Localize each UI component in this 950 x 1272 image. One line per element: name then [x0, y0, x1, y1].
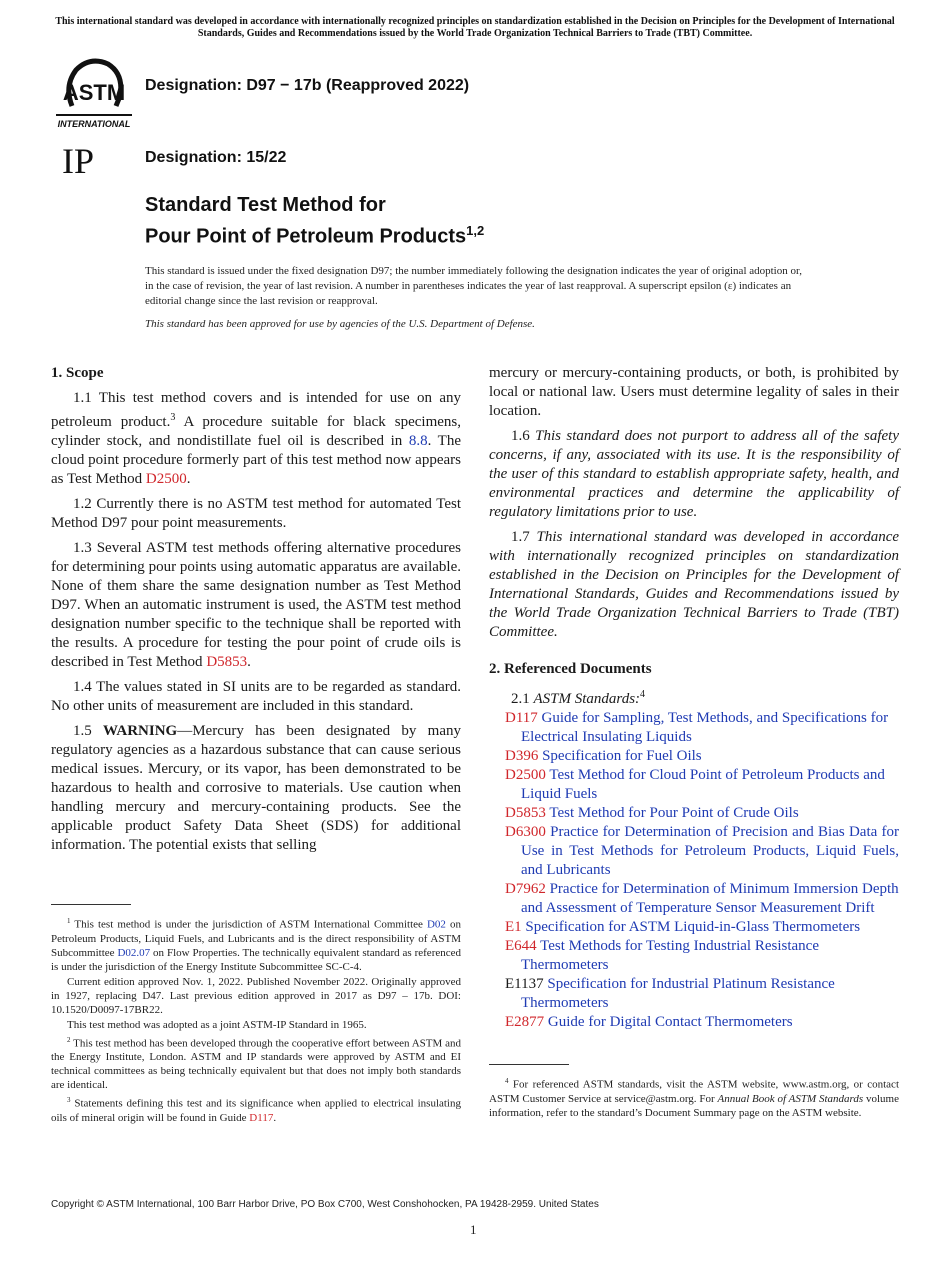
designation-ip: Designation: 15/22 — [145, 149, 287, 166]
link-8-8[interactable]: 8.8 — [408, 433, 428, 449]
document-title — [145, 193, 484, 250]
refdocs-subheading: 2.1 ASTM Standards:$^4$ — [511, 689, 646, 707]
astm-logo-sub: INTERNATIONAL — [57, 119, 131, 129]
reference-item[interactable]: E1137 Specification for Industrial Platinum Resistance Thermometers — [505, 976, 835, 1011]
footnotes-left — [51, 914, 461, 1126]
page-number: 1 — [470, 1222, 477, 1237]
footnotes-right — [489, 1074, 899, 1121]
para-1-4: 1.4 The values stated in SI units are to be regarded as standard. No other units of measurement are included in this standard. — [51, 679, 461, 714]
footnote-rule-right — [489, 1064, 569, 1065]
reference-item[interactable]: E644 Test Methods for Testing Industrial Resistance Thermometers — [505, 938, 819, 973]
warning-label: WARNING — [103, 723, 178, 739]
link-d5853[interactable]: D5853 — [206, 654, 248, 670]
footnote-4: $^4$ For referenced ASTM standards, visit the ASTM website, www.astm.org, or contact ASTM Customer Service at service@astm.org. For Annual Book of ASTM Standards volume information, refer to the standard’s Document Summary page on the ASTM website. — [489, 1077, 899, 1119]
reference-item[interactable]: D117 Guide for Sampling, Test Methods, and Specifications for Electrical Insulating Liquids — [505, 710, 889, 745]
scope-heading: 1. Scope — [51, 365, 104, 381]
para-1-5-cont: mercury or mercury-containing products, or both, is prohibited by local or national law. Users must determine legality of sales in their location. — [489, 365, 899, 419]
para-1-2: 1.2 Currently there is no ASTM test method for automated Test Method D97 pour point measurements. — [51, 496, 461, 531]
reference-item[interactable]: D6300 Practice for Determination of Precision and Bias Data for Use in Test Methods for Petroleum Products, Liquid Fuels, and Lubricants — [505, 824, 900, 878]
footnote-2: $^2$ This test method has been developed through the cooperative effort between ASTM and the Energy Institute, London. ASTM and IP standards were approved by ASTM and EI technical committees as being technically equivalent but that does not imply both standards are identical. — [51, 1035, 461, 1092]
title-line-1: Standard Test Method for — [145, 194, 386, 216]
para-1-5: 1.5 WARNING—Mercury has been designated by many regulatory agencies as a hazardous substance that can cause serious medical issues. Mercury, or its vapor, has been demonstrated to be hazardous to health and corrosive to materials. Use caution when handling mercury and mercury-containing products. See the applicable product Safety Data Sheet (SDS) for additional information. The potential exists that selling — [51, 723, 461, 853]
footnote-edition: Current edition approved Nov. 1, 2022. Published November 2022. Originally approved in 1927, replacing D47. Last previous edition approved in 2017 as D97 – 17b. DOI: 10.1520/D0097-17BR22. — [51, 975, 461, 1016]
standard-intro: This standard is issued under the fixed designation D97; the number immediately following the designation indicates the year of original adoption or, in the case of revision, the year of last revision. A number in parentheses indicates the year of last reapproval. A superscript epsilon (ε) indicates an editorial change since the last revision or reapproval. — [145, 265, 802, 307]
title-line-2: Pour Point of Petroleum Products — [145, 225, 467, 248]
link-d117-footnote[interactable]: D117 — [249, 1111, 274, 1124]
para-1-1: 1.1 This test method covers and is intended for use on any petroleum product.$^3$ A procedure suitable for black specimens, cylinder stock, and nondistillate fuel oil is described in 8.8. The cloud point procedure formerly part of this test method now appears as Test Method D2500. — [51, 390, 461, 487]
dod-note: This standard has been approved for use by agencies of the U.S. Department of Defense. — [145, 318, 535, 330]
footnote-rule-left — [51, 904, 131, 905]
reference-item[interactable]: E2877 Guide for Digital Contact Thermometers — [505, 1014, 793, 1030]
reference-list — [489, 709, 899, 1032]
para-1-7: 1.7 This international standard was developed in accordance with internationally recognized principles on standardization established in the Decision on Principles for the Development of International Standards, Guides and Recommendations issued by the World Trade Organization Technical Barriers to Trade (TBT) Committee. — [489, 529, 900, 640]
refdocs-heading: 2. Referenced Documents — [489, 661, 652, 677]
ip-logo-letters: IP — [62, 141, 95, 179]
astm-logo-letters: ASTM — [62, 80, 126, 105]
link-d02[interactable]: D02 — [426, 918, 446, 931]
link-d02-07[interactable]: D02.07 — [117, 946, 151, 959]
footnote-3: $^3$ Statements defining this test and its significance when applied to electrical insulating oils of mineral origin will be found in Guide D117. — [51, 1096, 461, 1124]
left-column — [51, 364, 461, 861]
reference-item[interactable]: E1 Specification for ASTM Liquid-in-Glass Thermometers — [505, 919, 861, 935]
reference-item[interactable]: D5853 Test Method for Pour Point of Crude Oils — [505, 805, 799, 821]
para-1-6: 1.6 This standard does not purport to address all of the safety concerns, if any, associated with its use. It is the responsibility of the user of this standard to establish appropriate safety, health, and environmental practices and determine the applicability of regulatory limitations prior to use. — [489, 428, 900, 520]
astm-logo — [54, 56, 134, 132]
footnote-1: $^1$ This test method is under the jurisdiction of ASTM International Committee D02 on Petroleum Products, Liquid Fuels, and Lubricants and is the direct responsibility of ASTM Subcommittee D02.07 on Flow Properties. The technically equivalent standard as referenced is under the jurisdiction of the Energy Institute Subcommittee SC-C-4. — [51, 917, 461, 973]
reference-item[interactable]: D2500 Test Method for Cloud Point of Petroleum Products and Liquid Fuels — [505, 767, 885, 802]
footnote-joint: This test method was adopted as a joint ASTM-IP Standard in 1965. — [67, 1018, 367, 1031]
reference-item[interactable]: D396 Specification for Fuel Oils — [505, 748, 702, 764]
right-column — [489, 364, 899, 1032]
para-1-3: 1.3 Several ASTM test methods offering alternative procedures for determining pour points using automatic apparatus are available. None of them share the same designation number as Test Method D97. When an automatic instrument is used, the ASTM test method designation number specific to the technique shall be reported with the results. A procedure for testing the pour point of crude oils is described in Test Method D5853. — [51, 540, 461, 670]
link-d2500[interactable]: D2500 — [145, 471, 187, 487]
copyright: Copyright © ASTM International, 100 Barr Harbor Drive, PO Box C700, West Conshohocken, PA 19428-2959. United States — [51, 1199, 599, 1210]
title-footnote-ref: 1,2 — [466, 223, 485, 238]
designation-astm: Designation: D97 − 17b (Reapproved 2022) — [145, 77, 470, 94]
top-notice: This international standard was developed in accordance with internationally recognized principles on standardization established in the Decision on Principles for the Development of International Standards, Guides and Recommendations issued by the World Trade Organization Technical Barriers to Trade (TBT) Committee. — [55, 16, 895, 39]
reference-item[interactable]: D7962 Practice for Determination of Minimum Immersion Depth and Assessment of Temperature Sensor Measurement Drift — [505, 881, 899, 916]
ip-logo — [60, 139, 104, 179]
